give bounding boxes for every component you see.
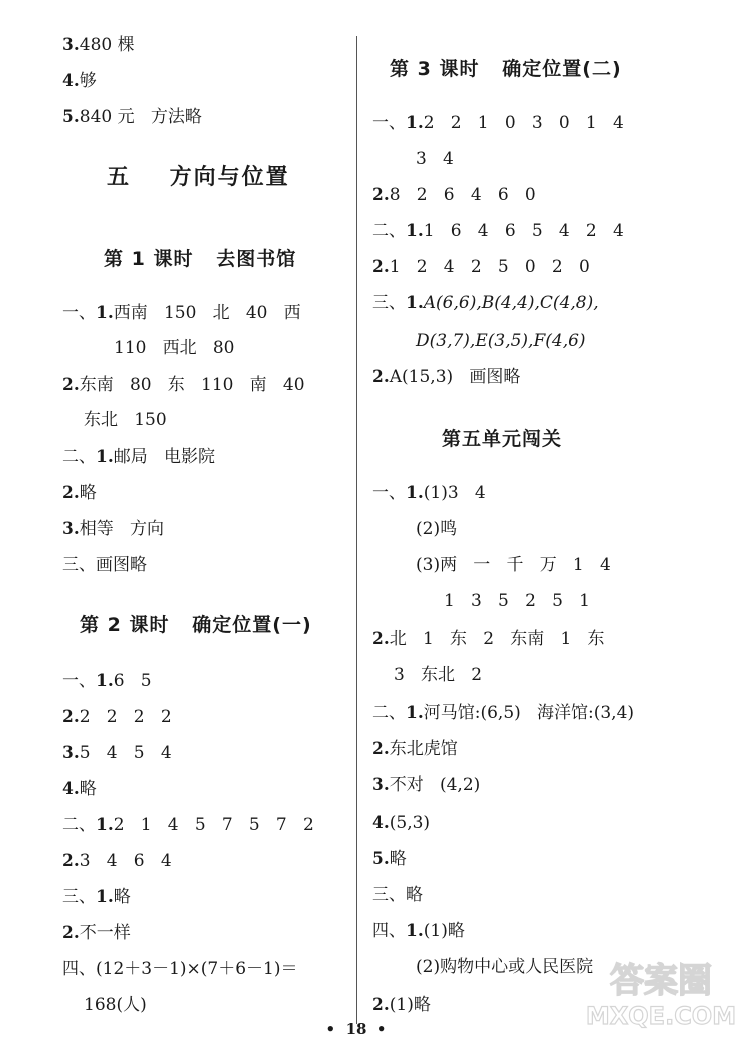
answer-line: 4.(5,3) (372, 813, 431, 833)
answer-line: 4.够 (62, 71, 97, 91)
answer-line: 三、1.A(6,6),B(4,4),C(4,8), (372, 293, 599, 313)
page-number: • 18 • (325, 1020, 387, 1038)
answer-line: 四、1.(1)略 (372, 921, 465, 941)
answer-line: 2.2 2 2 2 (62, 707, 172, 727)
answer-line: (2)购物中心或人民医院 (416, 957, 594, 977)
answer-line: 3 东北 2 (394, 665, 483, 685)
answer-line: 2.8 2 6 4 6 0 (372, 185, 536, 205)
answer-line: 二、1.1 6 4 6 5 4 2 4 (372, 221, 624, 241)
watermark-text: 答案圈 (610, 961, 712, 1001)
answer-line: 三、1.略 (62, 887, 131, 907)
answer-line: 三、画图略 (62, 555, 147, 575)
answer-line: 三、略 (372, 885, 423, 905)
unit-title: 五 方向与位置 (107, 164, 290, 190)
answer-line: 2.北 1 东 2 东南 1 东 (372, 629, 605, 649)
answer-line: 二、1.邮局 电影院 (62, 447, 215, 467)
answer-line: 二、1.2 1 4 5 7 5 7 2 (62, 815, 314, 835)
answer-line: 一、1.(1)3 4 (372, 483, 486, 503)
answer-line: 1 3 5 2 5 1 (444, 591, 590, 611)
answer-line: 5.略 (372, 849, 407, 869)
lesson-title: 第 2 课时 确定位置(一) (80, 614, 312, 636)
answer-line: 2.A(15,3) 画图略 (372, 367, 521, 387)
watermark-url: MXQE.COM (585, 1002, 737, 1030)
answer-line: 168(人) (84, 995, 147, 1015)
lesson-title: 第 3 课时 确定位置(二) (390, 58, 622, 80)
answer-line: 2.1 2 4 2 5 0 2 0 (372, 257, 590, 277)
column-divider (356, 36, 357, 1024)
watermark-logo (576, 952, 746, 1032)
answer-line: 2.东南 80 东 110 南 40 (62, 375, 305, 395)
answer-line: 2.不一样 (62, 923, 131, 943)
answer-line: 2.略 (62, 483, 97, 503)
answer-line: 110 西北 80 (114, 338, 235, 358)
answer-line: 3.5 4 5 4 (62, 743, 172, 763)
answer-line: 2.东北虎馆 (372, 739, 458, 759)
answer-line: 5.840 元 方法略 (62, 107, 202, 127)
answer-line: 一、1.西南 150 北 40 西 (62, 303, 301, 323)
checkpoint-title: 第五单元闯关 (442, 428, 563, 450)
answer-line: 一、1.2 2 1 0 3 0 1 4 (372, 113, 624, 133)
answer-line: 2.3 4 6 4 (62, 851, 172, 871)
answer-line: 2.(1)略 (372, 995, 431, 1015)
answer-line: 四、(12＋3－1)×(7＋6－1)＝ (62, 959, 298, 979)
answer-line: 东北 150 (84, 410, 167, 430)
answer-line: (3)两 一 千 万 1 4 (416, 555, 611, 575)
lesson-title: 第 1 课时 去图书馆 (104, 248, 297, 270)
answer-line: 4.略 (62, 779, 97, 799)
answer-line: D(3,7),E(3,5),F(4,6) (416, 331, 586, 351)
answer-line: 一、1.6 5 (62, 671, 152, 691)
answer-line: 3.相等 方向 (62, 519, 164, 539)
answer-line: (2)鸣 (416, 519, 458, 539)
answer-line: 二、1.河马馆:(6,5) 海洋馆:(3,4) (372, 703, 635, 723)
answer-line: 3 4 (416, 149, 454, 169)
answer-line: 3.不对 (4,2) (372, 775, 481, 795)
answer-line: 3.480 棵 (62, 35, 135, 55)
